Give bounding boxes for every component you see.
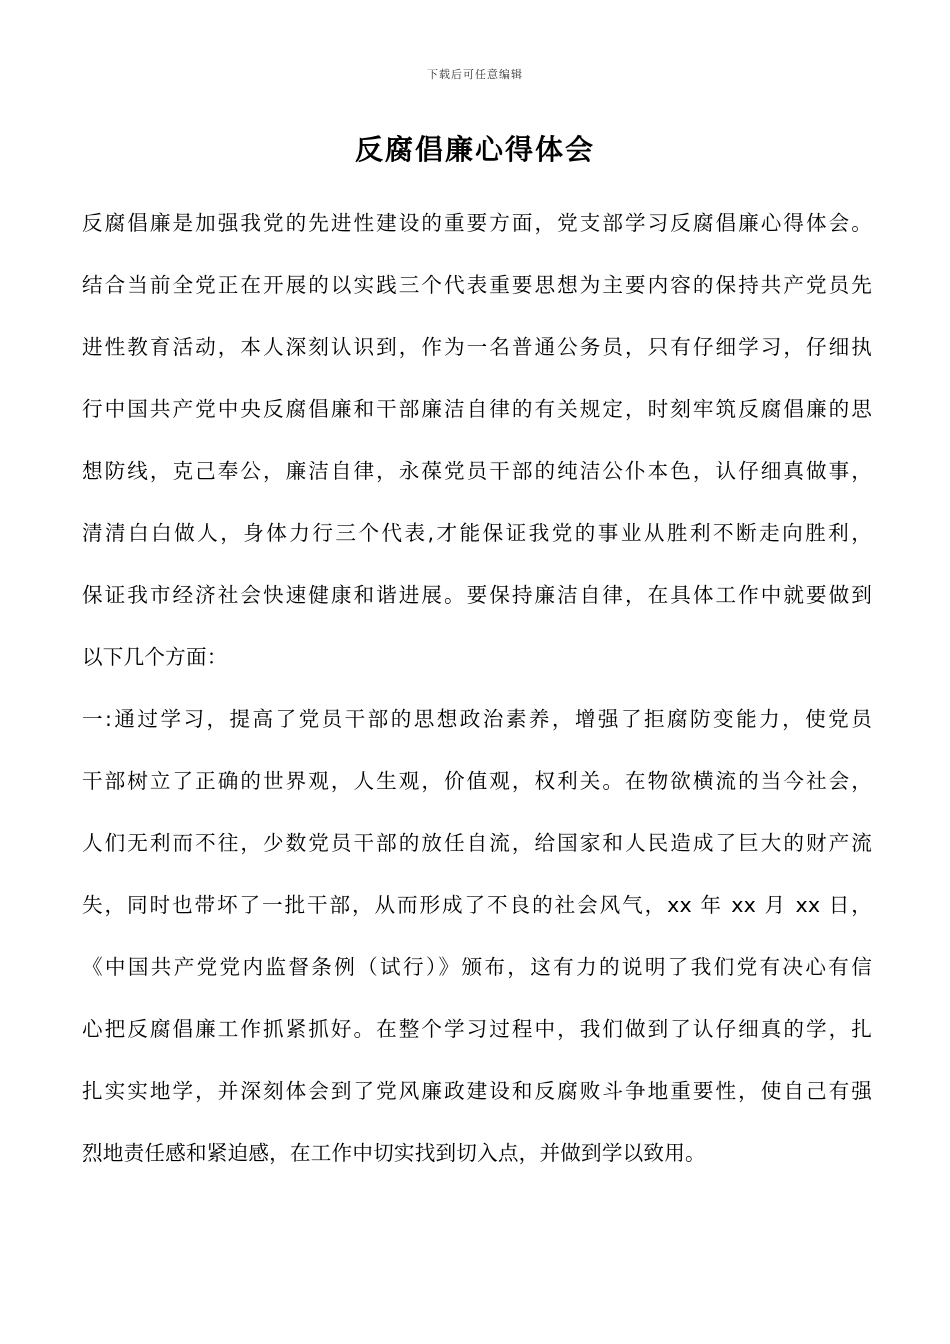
body-line: 失，同时也带坏了一批干部，从而形成了不良的社会风气，xx 年 xx 月 xx 日，	[82, 893, 872, 917]
document-body	[82, 192, 872, 1184]
body-line: 行中国共产党中央反腐倡廉和干部廉洁自律的有关规定，时刻牢筑反腐倡廉的思	[82, 397, 872, 421]
body-line: 反腐倡廉是加强我党的先进性建设的重要方面，党支部学习反腐倡廉心得体会。	[82, 211, 872, 235]
body-line: 清清白白做人，身体力行三个代表,才能保证我党的事业从胜利不断走向胜利，	[82, 521, 872, 545]
body-line: 心把反腐倡廉工作抓紧抓好。在整个学习过程中，我们做到了认仔细真的学，扎	[82, 1017, 872, 1041]
body-line: 扎实实地学，并深刻体会到了党风廉政建设和反腐败斗争地重要性，使自己有强	[82, 1079, 872, 1103]
body-line: 《中国共产党党内监督条例（试行）》颁布，这有力的说明了我们党有决心有信	[82, 955, 872, 979]
body-line: 保证我市经济社会快速健康和谐进展。要保持廉洁自律，在具体工作中就要做到	[82, 583, 872, 607]
body-line: 烈地责任感和紧迫感，在工作中切实找到切入点，并做到学以致用。	[82, 1141, 706, 1165]
body-line: 结合当前全党正在开展的以实践三个代表重要思想为主要内容的保持共产党员先	[82, 273, 872, 297]
body-line: 一:通过学习，提高了党员干部的思想政治素养，增强了拒腐防变能力，使党员	[82, 707, 872, 731]
document-title: 反腐倡廉心得体会	[354, 133, 595, 166]
body-line: 人们无利而不往，少数党员干部的放任自流，给国家和人民造成了巨大的财产流	[82, 831, 872, 855]
body-line: 进性教育活动，本人深刻认识到，作为一名普通公务员，只有仔细学习，仔细执	[82, 335, 872, 359]
body-line: 干部树立了正确的世界观，人生观，价值观，权利关。在物欲横流的当今社会，	[82, 769, 872, 793]
page-header-note: 下载后可任意编辑	[427, 68, 523, 81]
body-line: 以下几个方面：	[82, 645, 228, 669]
body-line: 想防线，克己奉公，廉洁自律，永葆党员干部的纯洁公仆本色，认仔细真做事，	[82, 459, 872, 483]
